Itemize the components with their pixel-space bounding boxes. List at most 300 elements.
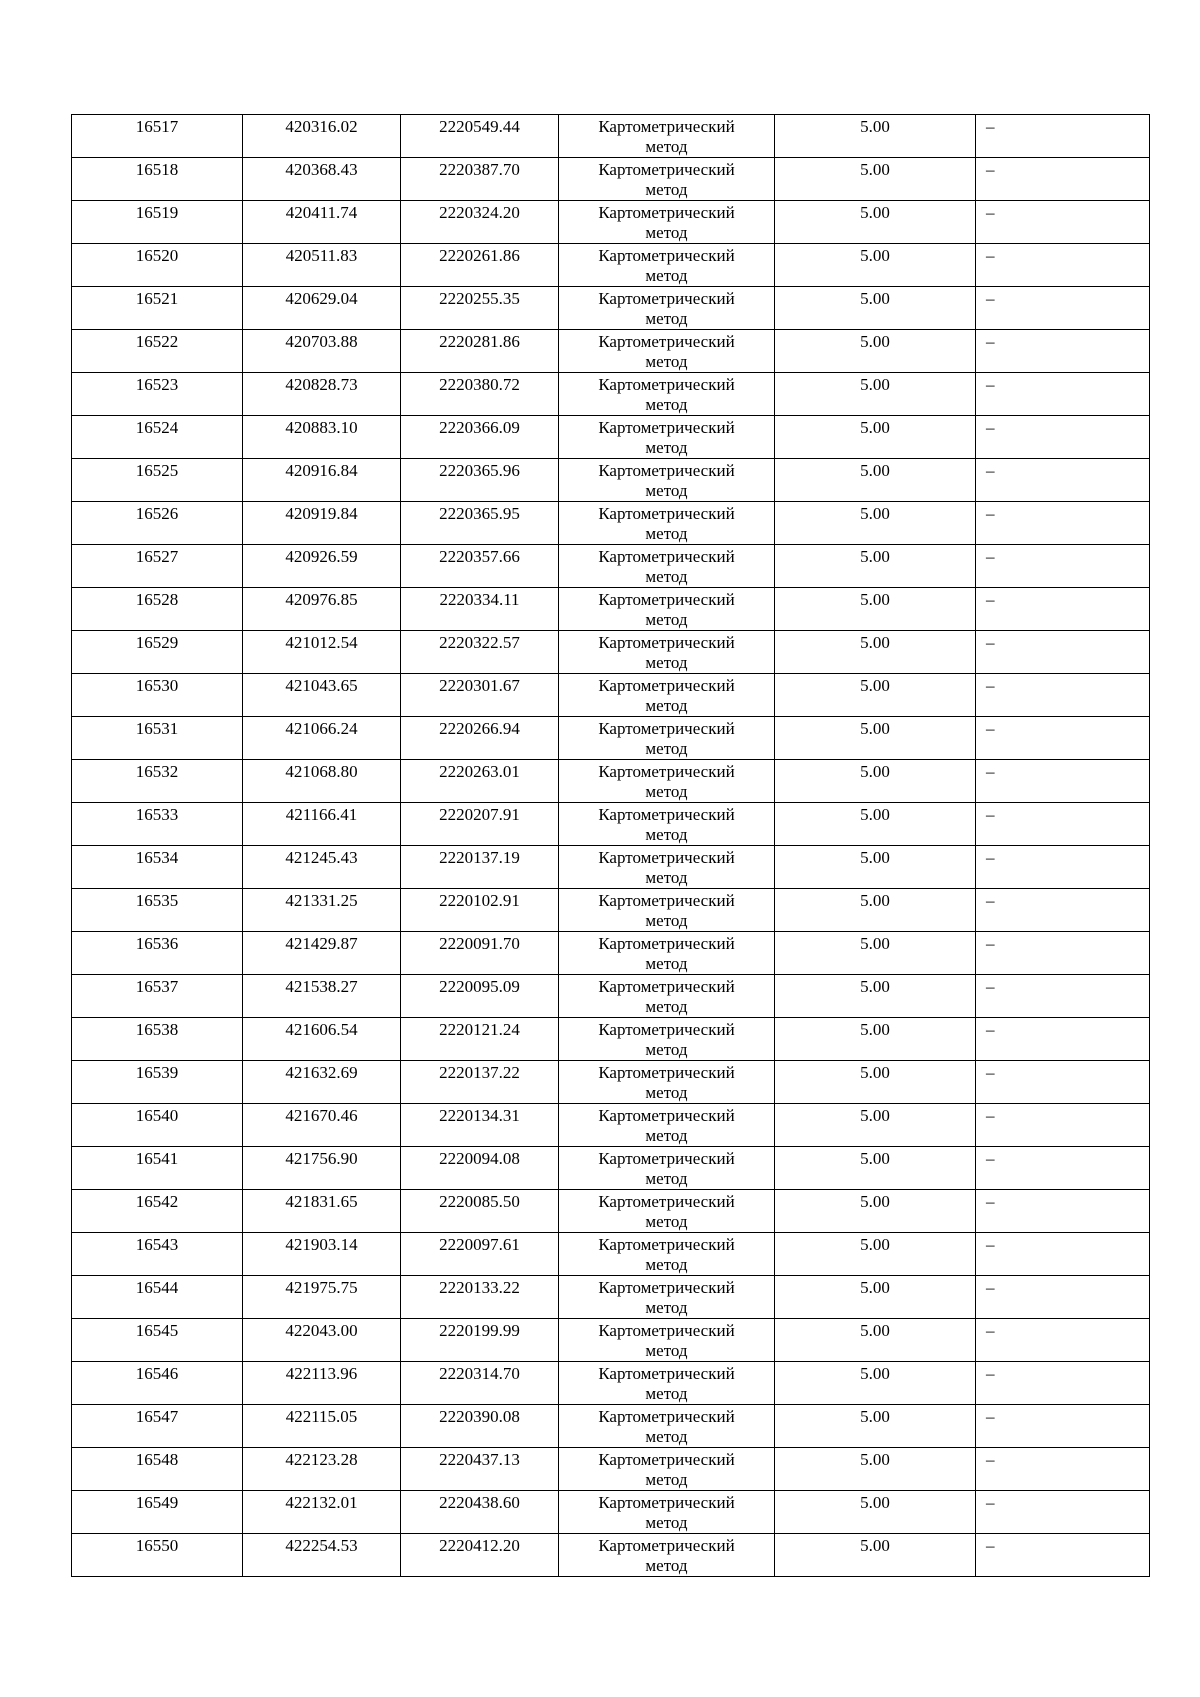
note-cell (976, 1276, 1150, 1319)
method-line1: Картометрический (598, 934, 735, 953)
coord-x-value: 421632.69 (285, 1063, 358, 1082)
method-text (559, 1362, 774, 1404)
coord-x-value: 421975.75 (285, 1278, 358, 1297)
method-line2: метод (645, 610, 688, 629)
method-line1: Картометрический (598, 504, 735, 523)
point-id-value: 16531 (135, 719, 179, 738)
coord-y-cell (401, 502, 559, 545)
method-cell (559, 1147, 775, 1190)
method-text (559, 631, 774, 673)
method-line1: Картометрический (598, 246, 735, 265)
method-text (559, 1491, 774, 1533)
coord-y-cell (401, 416, 559, 459)
point-id-value: 16533 (135, 805, 179, 824)
note-cell (976, 932, 1150, 975)
coord-y-value: 2220437.13 (439, 1450, 520, 1469)
method-text (559, 330, 774, 372)
note-cell (976, 244, 1150, 287)
coord-y-value: 2220137.22 (439, 1063, 520, 1082)
note-cell (976, 1190, 1150, 1233)
accuracy-cell (775, 545, 976, 588)
point-id-cell (72, 244, 243, 287)
accuracy-value: 5.00 (860, 590, 890, 609)
coord-x-value: 421903.14 (285, 1235, 358, 1254)
point-id-value: 16519 (135, 203, 179, 222)
method-cell (559, 1061, 775, 1104)
note-value: – (986, 1321, 995, 1340)
method-line1: Картометрический (598, 1407, 735, 1426)
table-row (72, 459, 1150, 502)
method-line2: метод (645, 911, 688, 930)
method-text (559, 1061, 774, 1103)
point-id-cell (72, 932, 243, 975)
coord-x-value: 421831.65 (285, 1192, 358, 1211)
method-line2: метод (645, 223, 688, 242)
table-row (72, 975, 1150, 1018)
point-id-cell (72, 287, 243, 330)
coord-y-cell (401, 1190, 559, 1233)
method-line2: метод (645, 395, 688, 414)
note-value: – (986, 1235, 995, 1254)
method-text (559, 889, 774, 931)
coord-x-cell (243, 846, 401, 889)
table-row (72, 717, 1150, 760)
method-line2: метод (645, 1255, 688, 1274)
coord-x-cell (243, 1061, 401, 1104)
method-text (559, 158, 774, 200)
accuracy-value: 5.00 (860, 203, 890, 222)
note-value: – (986, 289, 995, 308)
point-id-cell (72, 1491, 243, 1534)
note-value: – (986, 719, 995, 738)
coord-y-value: 2220261.86 (439, 246, 520, 265)
coord-x-value: 420368.43 (285, 160, 358, 179)
coord-x-value: 421538.27 (285, 977, 358, 996)
accuracy-value: 5.00 (860, 1407, 890, 1426)
method-text (559, 674, 774, 716)
method-line2: метод (645, 653, 688, 672)
coord-y-cell (401, 803, 559, 846)
accuracy-cell (775, 674, 976, 717)
method-cell (559, 1276, 775, 1319)
note-value: – (986, 246, 995, 265)
method-line1: Картометрический (598, 160, 735, 179)
point-id-cell (72, 975, 243, 1018)
coord-x-value: 421043.65 (285, 676, 358, 695)
accuracy-value: 5.00 (860, 418, 890, 437)
accuracy-value: 5.00 (860, 547, 890, 566)
point-id-value: 16524 (135, 418, 179, 437)
accuracy-cell (775, 932, 976, 975)
note-value: – (986, 1063, 995, 1082)
method-cell (559, 545, 775, 588)
coord-y-cell (401, 631, 559, 674)
note-cell (976, 330, 1150, 373)
accuracy-value: 5.00 (860, 117, 890, 136)
table-row (72, 416, 1150, 459)
point-id-cell (72, 588, 243, 631)
note-cell (976, 717, 1150, 760)
coord-x-value: 420511.83 (285, 246, 358, 265)
method-text (559, 1448, 774, 1490)
table-row (72, 760, 1150, 803)
point-id-cell (72, 158, 243, 201)
coord-x-cell (243, 1491, 401, 1534)
method-line1: Картометрический (598, 1321, 735, 1340)
note-value: – (986, 590, 995, 609)
coord-y-value: 2220097.61 (439, 1235, 520, 1254)
note-value: – (986, 332, 995, 351)
method-cell (559, 287, 775, 330)
point-id-cell (72, 1147, 243, 1190)
accuracy-cell (775, 1104, 976, 1147)
coord-y-cell (401, 1319, 559, 1362)
note-value: – (986, 375, 995, 394)
point-id-cell (72, 1448, 243, 1491)
coord-y-value: 2220314.70 (439, 1364, 520, 1383)
method-text (559, 760, 774, 802)
method-line2: метод (645, 438, 688, 457)
accuracy-value: 5.00 (860, 1450, 890, 1469)
method-line2: метод (645, 739, 688, 758)
accuracy-value: 5.00 (860, 1278, 890, 1297)
coord-x-cell (243, 717, 401, 760)
accuracy-value: 5.00 (860, 676, 890, 695)
coord-x-cell (243, 975, 401, 1018)
method-line1: Картометрический (598, 1149, 735, 1168)
method-line1: Картометрический (598, 203, 735, 222)
coord-y-value: 2220322.57 (439, 633, 520, 652)
point-id-value: 16536 (135, 934, 179, 953)
note-cell (976, 1534, 1150, 1577)
method-cell (559, 975, 775, 1018)
accuracy-cell (775, 1491, 976, 1534)
coord-x-value: 421756.90 (285, 1149, 358, 1168)
coord-y-cell (401, 932, 559, 975)
method-line2: метод (645, 1169, 688, 1188)
method-line1: Картометрический (598, 848, 735, 867)
method-cell (559, 1319, 775, 1362)
coord-x-value: 421012.54 (285, 633, 358, 652)
point-id-value: 16518 (135, 160, 179, 179)
accuracy-cell (775, 846, 976, 889)
coord-y-cell (401, 588, 559, 631)
note-cell (976, 1104, 1150, 1147)
point-id-value: 16528 (135, 590, 179, 609)
method-line2: метод (645, 524, 688, 543)
note-value: – (986, 805, 995, 824)
note-value: – (986, 1192, 995, 1211)
accuracy-cell (775, 1362, 976, 1405)
coord-x-value: 421606.54 (285, 1020, 358, 1039)
coord-y-value: 2220207.91 (439, 805, 520, 824)
note-value: – (986, 633, 995, 652)
note-cell (976, 1319, 1150, 1362)
point-id-cell (72, 1319, 243, 1362)
coord-y-cell (401, 201, 559, 244)
point-id-value: 16527 (135, 547, 179, 566)
method-line1: Картометрический (598, 1278, 735, 1297)
coord-x-value: 421066.24 (285, 719, 358, 738)
coord-x-value: 421429.87 (285, 934, 358, 953)
coord-y-cell (401, 889, 559, 932)
note-cell (976, 502, 1150, 545)
accuracy-cell (775, 502, 976, 545)
coord-y-value: 2220366.09 (439, 418, 520, 437)
table-row (72, 502, 1150, 545)
coord-x-cell (243, 1018, 401, 1061)
point-id-cell (72, 1018, 243, 1061)
method-line1: Картометрический (598, 633, 735, 652)
coord-x-value: 420883.10 (285, 418, 358, 437)
point-id-value: 16543 (135, 1235, 179, 1254)
accuracy-cell (775, 1405, 976, 1448)
coord-y-value: 2220137.19 (439, 848, 520, 867)
point-id-value: 16517 (135, 117, 179, 136)
coord-x-cell (243, 287, 401, 330)
coord-y-value: 2220102.91 (439, 891, 520, 910)
method-cell (559, 244, 775, 287)
coord-x-value: 422115.05 (285, 1407, 358, 1426)
method-cell (559, 760, 775, 803)
coord-x-cell (243, 889, 401, 932)
coord-y-cell (401, 1534, 559, 1577)
point-id-cell (72, 631, 243, 674)
method-cell (559, 373, 775, 416)
point-id-cell (72, 373, 243, 416)
method-cell (559, 1405, 775, 1448)
method-line2: метод (645, 1083, 688, 1102)
coord-x-cell (243, 1362, 401, 1405)
coord-y-cell (401, 1018, 559, 1061)
accuracy-cell (775, 373, 976, 416)
coord-y-value: 2220133.22 (439, 1278, 520, 1297)
table-row (72, 244, 1150, 287)
coordinates-table (71, 114, 1150, 1577)
point-id-value: 16529 (135, 633, 179, 652)
coord-x-cell (243, 1276, 401, 1319)
method-line1: Картометрический (598, 117, 735, 136)
method-cell (559, 717, 775, 760)
coord-x-value: 420411.74 (285, 203, 358, 222)
coord-x-cell (243, 1190, 401, 1233)
accuracy-value: 5.00 (860, 1020, 890, 1039)
table-row (72, 201, 1150, 244)
coord-x-value: 421068.80 (285, 762, 358, 781)
accuracy-value: 5.00 (860, 1536, 890, 1555)
coord-x-value: 422043.00 (285, 1321, 358, 1340)
accuracy-value: 5.00 (860, 934, 890, 953)
method-text (559, 244, 774, 286)
coord-y-value: 2220199.99 (439, 1321, 520, 1340)
method-line2: метод (645, 1384, 688, 1403)
table-row (72, 588, 1150, 631)
note-cell (976, 1061, 1150, 1104)
coord-x-cell (243, 201, 401, 244)
coord-y-value: 2220380.72 (439, 375, 520, 394)
coord-x-cell (243, 1319, 401, 1362)
note-value: – (986, 676, 995, 695)
accuracy-cell (775, 1276, 976, 1319)
coord-y-value: 2220121.24 (439, 1020, 520, 1039)
method-line2: метод (645, 481, 688, 500)
coord-x-cell (243, 588, 401, 631)
method-cell (559, 846, 775, 889)
method-cell (559, 588, 775, 631)
method-line2: метод (645, 266, 688, 285)
accuracy-value: 5.00 (860, 848, 890, 867)
accuracy-value: 5.00 (860, 332, 890, 351)
coord-y-cell (401, 459, 559, 502)
accuracy-cell (775, 416, 976, 459)
table-row (72, 1491, 1150, 1534)
coord-y-value: 2220095.09 (439, 977, 520, 996)
coord-y-value: 2220324.20 (439, 203, 520, 222)
method-text (559, 1319, 774, 1361)
method-text (559, 1190, 774, 1232)
method-line2: метод (645, 1556, 688, 1575)
coord-x-cell (243, 459, 401, 502)
table-row (72, 631, 1150, 674)
accuracy-value: 5.00 (860, 1364, 890, 1383)
coord-x-cell (243, 502, 401, 545)
coord-y-value: 2220365.96 (439, 461, 520, 480)
note-cell (976, 373, 1150, 416)
coord-y-cell (401, 846, 559, 889)
accuracy-cell (775, 158, 976, 201)
coord-y-value: 2220091.70 (439, 934, 520, 953)
coord-y-value: 2220281.86 (439, 332, 520, 351)
point-id-cell (72, 1190, 243, 1233)
coord-y-cell (401, 115, 559, 158)
method-text (559, 588, 774, 630)
point-id-value: 16532 (135, 762, 179, 781)
coord-y-value: 2220255.35 (439, 289, 520, 308)
accuracy-value: 5.00 (860, 719, 890, 738)
point-id-cell (72, 717, 243, 760)
point-id-cell (72, 1276, 243, 1319)
accuracy-cell (775, 889, 976, 932)
method-line1: Картометрический (598, 289, 735, 308)
method-cell (559, 1233, 775, 1276)
note-cell (976, 889, 1150, 932)
note-cell (976, 416, 1150, 459)
accuracy-cell (775, 201, 976, 244)
coord-x-value: 421670.46 (285, 1106, 358, 1125)
coord-y-cell (401, 158, 559, 201)
note-cell (976, 975, 1150, 1018)
method-line2: метод (645, 180, 688, 199)
point-id-cell (72, 889, 243, 932)
note-value: – (986, 934, 995, 953)
accuracy-cell (775, 1018, 976, 1061)
table-row (72, 1061, 1150, 1104)
accuracy-value: 5.00 (860, 1235, 890, 1254)
point-id-value: 16550 (135, 1536, 179, 1555)
method-cell (559, 1534, 775, 1577)
method-cell (559, 889, 775, 932)
accuracy-cell (775, 975, 976, 1018)
accuracy-cell (775, 717, 976, 760)
coord-x-value: 420629.04 (285, 289, 358, 308)
note-value: – (986, 1106, 995, 1125)
method-line1: Картометрический (598, 1536, 735, 1555)
coord-y-cell (401, 373, 559, 416)
accuracy-value: 5.00 (860, 891, 890, 910)
note-cell (976, 631, 1150, 674)
table-body (72, 115, 1150, 1577)
point-id-cell (72, 502, 243, 545)
method-cell (559, 1491, 775, 1534)
method-cell (559, 115, 775, 158)
coord-x-cell (243, 158, 401, 201)
coord-y-value: 2220390.08 (439, 1407, 520, 1426)
note-value: – (986, 762, 995, 781)
accuracy-cell (775, 1147, 976, 1190)
note-cell (976, 1491, 1150, 1534)
method-text (559, 1233, 774, 1275)
method-cell (559, 1104, 775, 1147)
accuracy-cell (775, 631, 976, 674)
note-cell (976, 459, 1150, 502)
method-line1: Картометрический (598, 461, 735, 480)
note-value: – (986, 1020, 995, 1039)
point-id-value: 16523 (135, 375, 179, 394)
method-text (559, 502, 774, 544)
point-id-value: 16534 (135, 848, 179, 867)
method-line1: Картометрический (598, 1063, 735, 1082)
table-row (72, 889, 1150, 932)
coord-x-cell (243, 115, 401, 158)
coord-x-value: 420916.84 (285, 461, 358, 480)
table-row (72, 932, 1150, 975)
method-text (559, 545, 774, 587)
note-value: – (986, 1536, 995, 1555)
note-cell (976, 674, 1150, 717)
table-row (72, 1276, 1150, 1319)
table-row (72, 373, 1150, 416)
method-text (559, 1276, 774, 1318)
point-id-value: 16526 (135, 504, 179, 523)
point-id-cell (72, 1104, 243, 1147)
coord-x-cell (243, 1147, 401, 1190)
method-line1: Картометрический (598, 1020, 735, 1039)
method-cell (559, 502, 775, 545)
point-id-value: 16520 (135, 246, 179, 265)
accuracy-value: 5.00 (860, 504, 890, 523)
note-value: – (986, 1407, 995, 1426)
point-id-value: 16542 (135, 1192, 179, 1211)
coord-y-cell (401, 1276, 559, 1319)
note-value: – (986, 848, 995, 867)
table-row (72, 803, 1150, 846)
accuracy-cell (775, 244, 976, 287)
coord-y-value: 2220438.60 (439, 1493, 520, 1512)
accuracy-cell (775, 1190, 976, 1233)
table-row (72, 1190, 1150, 1233)
table-row (72, 1534, 1150, 1577)
point-id-value: 16546 (135, 1364, 179, 1383)
method-line2: метод (645, 1341, 688, 1360)
accuracy-value: 5.00 (860, 1192, 890, 1211)
accuracy-value: 5.00 (860, 1106, 890, 1125)
method-cell (559, 803, 775, 846)
note-cell (976, 588, 1150, 631)
accuracy-cell (775, 459, 976, 502)
coord-y-cell (401, 1061, 559, 1104)
method-cell (559, 674, 775, 717)
coord-y-cell (401, 1448, 559, 1491)
